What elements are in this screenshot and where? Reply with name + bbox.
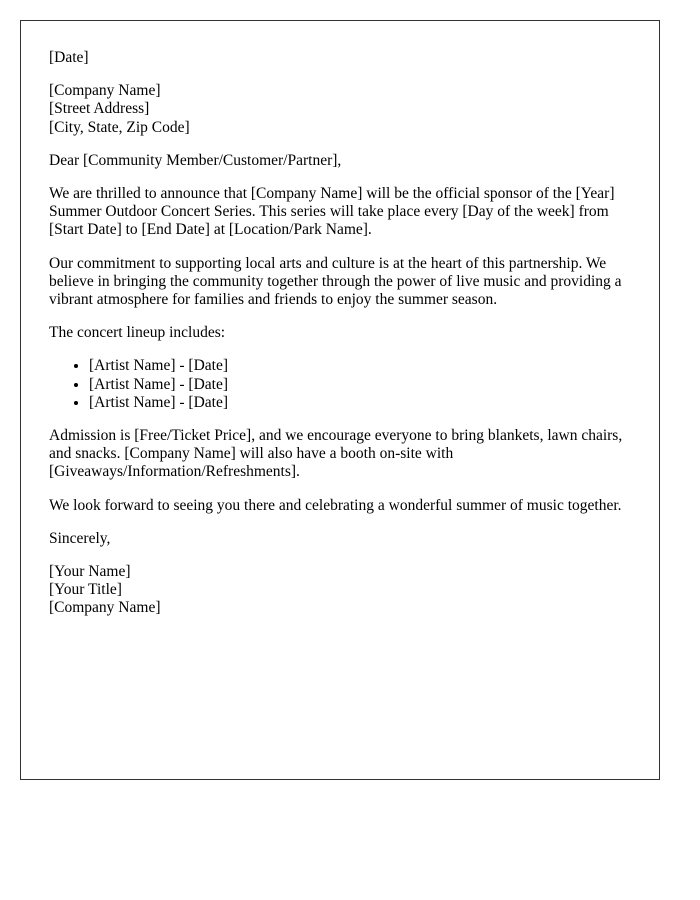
recipient-address [49,82,641,137]
letter-date: [Date] [49,49,89,66]
letter-date-block [49,49,641,67]
salutation: Dear [Community Member/Customer/Partner], [49,151,342,169]
paragraph-announcement: We are thrilled to announce that [Company Name] will be the official sponsor of the [Year] Summer Outdoor Concert Series. This series will take place every [Day of the week] from [Start Date] to [End Date] at [Location/Park Name]. [49,185,615,239]
paragraph-admission: Admission is [Free/Ticket Price], and we encourage everyone to bring blankets, lawn chairs, and snacks. [Company Name] will also have a booth on-site with [Giveaways/Information/Refreshments]. [49,427,623,481]
signature-name: [Your Name] [49,563,131,581]
paragraph-closing-remarks: We look forward to seeing you there and celebrating a wonderful summer of music together. [49,496,622,514]
recipient-company-name: [Company Name] [49,82,161,100]
letter-page [20,20,660,780]
list-item: • [Artist Name] - [Date] [89,376,641,394]
signature-block [49,563,641,618]
closing: Sincerely, [49,529,111,547]
signature-company: [Company Name] [49,599,161,617]
paragraph-commitment: Our commitment to supporting local arts and culture is at the heart of this partnership. We believe in bringing the community together through the power of live music and providing a vibrant atmosphere for families and friends to enjoy the summer season. [49,254,622,309]
signature-title: [Your Title] [49,581,122,599]
recipient-city-state-zip: [City, State, Zip Code] [49,118,190,136]
recipient-street-address: [Street Address] [49,100,150,118]
list-item: • [Artist Name] - [Date] [89,357,641,375]
list-item: • [Artist Name] - [Date] [89,394,641,412]
lineup-intro: The concert lineup includes: [49,324,226,342]
letter-body [49,49,641,633]
concert-lineup-list [49,357,641,412]
